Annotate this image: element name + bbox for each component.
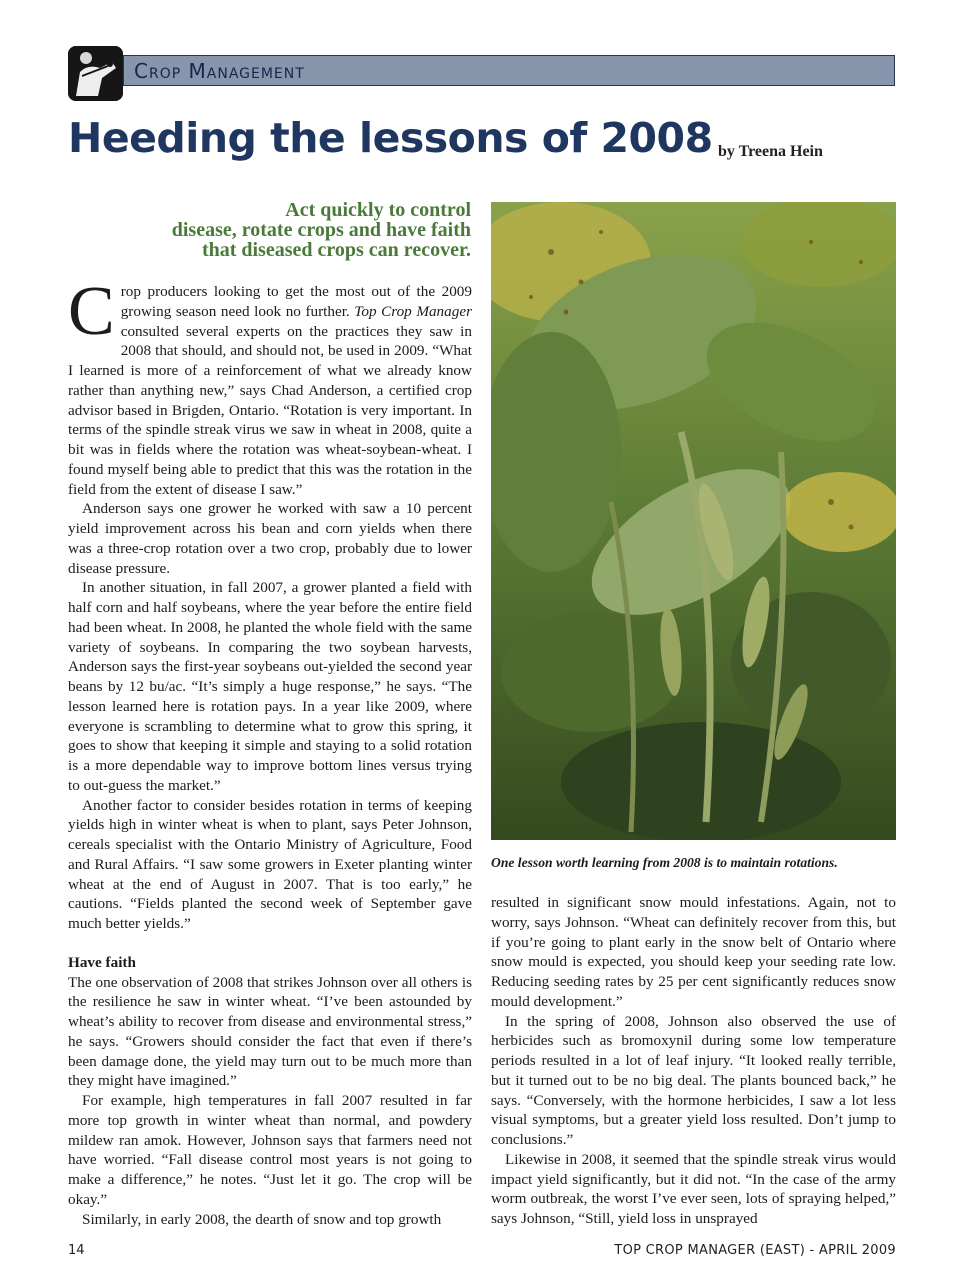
byline: by Treena Hein: [718, 143, 823, 160]
deck-line: that diseased crops can recover.: [201, 239, 471, 261]
body-paragraph: Similarly, in early 2008, the dearth of snow and top growth: [82, 1210, 442, 1228]
section-banner: [123, 55, 895, 86]
page-number: 14: [68, 1243, 85, 1258]
body-column-right: [491, 893, 896, 1229]
body-paragraph: Another factor to consider besides rotation in terms of keeping yields high in winter wheat is when to plant, says Peter Johnson, cereals specialist with the Ontario Ministry of Agriculture, Food and Rural Affairs. “I saw some growers in Exeter planting winter wheat at the end of August in 2007. That is too early,” he cautions. “Fields planted the second week of September gave much better yields.”: [68, 796, 472, 932]
soybean-photo: [491, 202, 896, 840]
body-paragraph: Anderson says one grower he worked with saw a 10 percent yield improvement across his bean and corn yields when there was a three-crop rotation over a two crop, probably due to lower disease pressure.: [68, 500, 472, 577]
article-headline: Heeding the lessons of 2008: [68, 114, 713, 162]
article-deck: [100, 200, 471, 260]
body-column-left: [68, 273, 472, 1229]
body-paragraph: Likewise in 2008, it seemed that the spindle streak virus would impact yield significantly, but it did not. “In the case of the army worm outbreak, the worst I’ve ever seen, lots of spraying helped,” says Johnson, “Still, yield loss in unsprayed: [491, 1150, 896, 1227]
drop-cap: C: [68, 273, 115, 350]
body-paragraph: Crop producers looking to get the most out of the 2009 growing season need look no further. Top Crop Manager consulted several experts on the practices they saw in 2008 that should, and should not, be used in 2009. “What I learned is more of a reinforcement of what we already know rather than anything new,” says Chad Anderson, a certified crop advisor based in Brigden, Ontario. “Rotation is very important. In terms of the spindle streak virus we saw in wheat in 2008, quite a bit was in fields where the rotation was wheat-soybean-wheat. I found myself being able to predict that this was the rotation in the field from the extent of disease I saw.”: [68, 273, 472, 498]
deck-line: disease, rotate crops and have faith: [171, 219, 471, 241]
body-paragraph: For example, high temperatures in fall 2007 resulted in far more top growth in winter wheat than normal, and powdery mildew ran amok. However, Johnson says that farmers need not have worried. “Fall disease control most years is not going to make a difference,” he notes. “Just let it go. The crop will be okay.”: [68, 1092, 472, 1208]
body-paragraph: In the spring of 2008, Johnson also observed the use of herbicides such as bromoxynil during some low temperature periods resulted in a lot of leaf injury. “It looked really terrible, but it turned out to be no big deal. The plants bounced back,” he says. “Conversely, with the hormone herbicides, I saw a lot less visual symptoms, but a greater yield loss resulted. Don’t jump to conclusions.”: [491, 1012, 896, 1148]
body-paragraph: resulted in significant snow mould infestations. Again, not to worry, says Johnson. “Wheat can definitely recover from this, but if you’re going to plant early in the snow belt of Ontario where snow mould is expected, you should keep your seeding rate low. Reducing seeding rates by 25 per cent significantly reduces snow mould development.”: [491, 894, 896, 1010]
subhead: Have faith: [68, 953, 136, 971]
body-paragraph: The one observation of 2008 that strikes Johnson over all others is the resilience he saw in winter wheat. “I’ve been astounded by wheat’s ability to recover from disease and environmental stress,” he says. “Growers should consider the fact that even if there’s been damage done, the yield may turn out to be much more than they might have imagined.”: [68, 973, 472, 1090]
photo-caption: One lesson worth learning from 2008 is to maintain rotations.: [491, 855, 838, 870]
publication-name: Top Crop Manager: [354, 302, 472, 320]
farmer-icon: [68, 46, 123, 101]
running-footer: TOP CROP MANAGER (EAST) - APRIL 2009: [614, 1243, 896, 1258]
section-label: Crop Management: [134, 59, 305, 83]
deck-line: Act quickly to control: [285, 199, 471, 221]
body-paragraph: In another situation, in fall 2007, a grower planted a field with half corn and half soybeans, where the year before the entire field had been wheat. In 2008, he planted the whole field with the same variety of soybeans. In comparing the two soybean harvests, Anderson says the first-year soybeans out-yielded the second year beans by 12 bu/ac. “It’s simply a huge response,” he says. “The lesson learned here is rotation pays. In a year like 2009, where everyone is scrambling to determine what to grow this spring, it goes to show that keeping it simple and staying to a solid rotation is a more dependable way to improve bottom lines versus trying to out-guess the market.”: [68, 579, 472, 794]
